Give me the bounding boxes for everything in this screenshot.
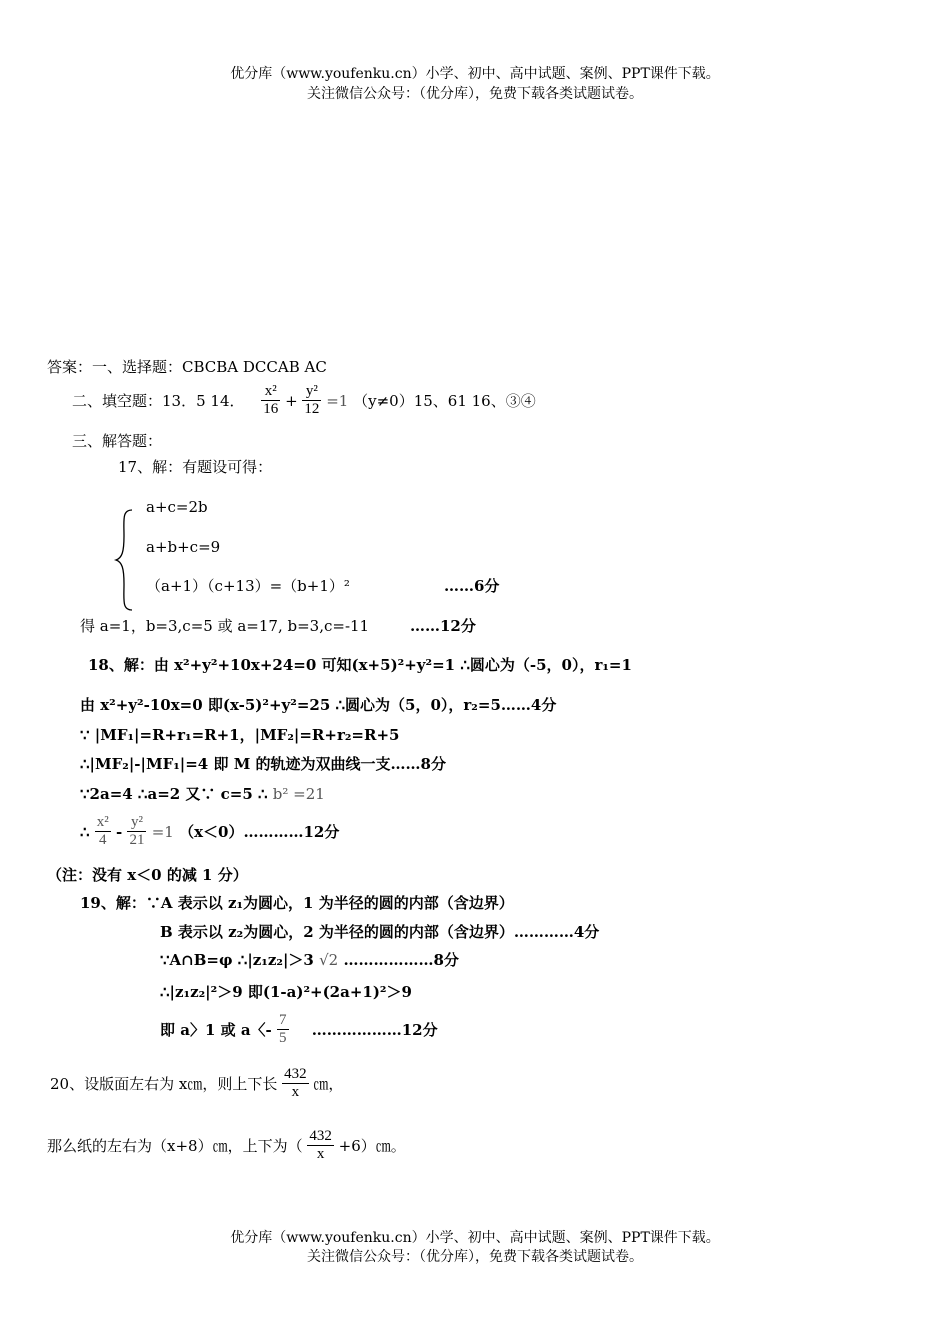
q18-frac-x-den: 4 xyxy=(99,832,107,849)
fill-frac-y-den: 12 xyxy=(304,401,320,418)
q17-score-12: ……12分 xyxy=(410,617,476,635)
q18-line-2: 由 x²+y²-10x=0 即(x-5)²+y²=25 ∴圆心为（5，0），r₂=5……4分 xyxy=(80,696,557,714)
q17-score-6: ……6分 xyxy=(444,577,500,595)
q18-b-squared: b² =21 xyxy=(272,785,325,803)
q18-line-4: ∴|MF₂|-|MF₁|=4 即 M 的轨迹为双曲线一支……8分 xyxy=(80,755,446,773)
q19-line-1: 19、解：∵A 表示以 z₁为圆心，1 为半径的圆的内部（含边界） xyxy=(80,894,514,912)
q19-line-3 xyxy=(160,951,459,969)
fill-rhs: =1 xyxy=(326,391,349,410)
footer-line-2: 关注微信公众号：（优分库），免费下载各类试题试卷。 xyxy=(307,1249,643,1265)
header-line-1: 优分库（www.youfenku.cn）小学、初中、高中试题、案例、PPT课件下载。 xyxy=(230,66,720,82)
q20-line-2 xyxy=(47,1128,406,1164)
q18-line-6 xyxy=(80,814,339,850)
q20-frac-2-den: x xyxy=(316,1146,325,1163)
fill-frac-x-num: x² xyxy=(261,383,280,401)
q20-frac-1 xyxy=(282,1066,309,1102)
q18-minus: - xyxy=(116,822,123,841)
fill-frac-x xyxy=(261,383,280,419)
q18-frac-x-num: x² xyxy=(95,814,111,832)
left-brace-icon xyxy=(112,508,136,612)
q19-line-3-score: ………………8分 xyxy=(343,951,459,969)
q20-frac-2-num: 432 xyxy=(307,1128,334,1146)
q17-result: 得 a=1，b=3,c=5 或 a=17, b=3,c=-11 xyxy=(80,617,370,635)
solve-section-title: 三、解答题： xyxy=(72,432,163,450)
q20-line-1 xyxy=(50,1066,343,1102)
q20-frac-1-den: x xyxy=(291,1084,300,1101)
q20-line-2-text: 那么纸的左右为（x+8）㎝，上下为（ xyxy=(47,1136,303,1155)
q18-frac-x xyxy=(95,814,111,850)
header-line-2: 关注微信公众号：（优分库），免费下载各类试题试卷。 xyxy=(307,86,643,102)
q19-line-5-text: 即 a〉1 或 a〈- xyxy=(160,1020,272,1039)
q17-intro: 17、解：有题设可得： xyxy=(118,458,273,476)
q20-line-1-text: 20、设版面左右为 x㎝，则上下长 xyxy=(50,1074,278,1093)
q17-eq1: a+c=2b xyxy=(146,498,208,516)
q20-line-2-end: +6）㎝。 xyxy=(338,1136,406,1155)
q20-line-1-unit: ㎝， xyxy=(313,1074,344,1093)
q20-frac-2 xyxy=(307,1128,334,1164)
footer-line-1: 优分库（www.youfenku.cn）小学、初中、高中试题、案例、PPT课件下载。 xyxy=(230,1230,720,1246)
q18-therefore: ∴ xyxy=(80,822,90,841)
q18-rhs: =1 xyxy=(151,822,174,841)
q19-line-2: B 表示以 z₂为圆心，2 为半径的圆的内部（含边界）…………4分 xyxy=(160,923,600,941)
q18-frac-y-den: 21 xyxy=(129,832,145,849)
q18-frac-y-num: y² xyxy=(127,814,146,832)
q17-eq3: （a+1）（c+13）=（b+1）² xyxy=(146,577,350,595)
q20-frac-1-num: 432 xyxy=(282,1066,309,1084)
fill-frac-y xyxy=(302,383,321,419)
q17-eq2: a+b+c=9 xyxy=(146,538,221,556)
q19-sqrt-2: √2 xyxy=(319,951,339,969)
q18-note: （注：没有 x＜0 的减 1 分） xyxy=(47,866,248,884)
q18-frac-y xyxy=(127,814,146,850)
q19-frac xyxy=(277,1012,289,1048)
q19-line-4: ∴|z₁z₂|²＞9 即(1-a)²+(2a+1)²＞9 xyxy=(160,983,412,1001)
choice-answers: 答案：一、选择题：CBCBA DCCAB AC xyxy=(47,358,327,376)
q18-line-1: 18、解：由 x²+y²+10x+24=0 可知(x+5)²+y²=1 ∴圆心为（-5，0），r₁=1 xyxy=(88,656,632,674)
q18-line-5 xyxy=(80,785,325,803)
q18-line-6-suffix: （x＜0）…………12分 xyxy=(179,822,340,841)
q19-line-5 xyxy=(160,1012,438,1048)
q19-line-5-score: ………………12分 xyxy=(311,1020,438,1039)
q19-frac-num: 7 xyxy=(277,1012,289,1030)
q19-line-3-text: ∵A∩B=φ ∴|z₁z₂|＞3 xyxy=(160,951,314,969)
fill-frac-y-num: y² xyxy=(302,383,321,401)
q18-line-3: ∵ |MF₁|=R+r₁=R+1，|MF₂|=R+r₂=R+5 xyxy=(80,726,400,744)
q18-line-5-text: ∵2a=4 ∴a=2 又∵ c=5 ∴ xyxy=(80,785,268,803)
fill-suffix: （y≠0）15、61 16、③④ xyxy=(353,391,536,410)
fill-prefix: 二、填空题：13．5 14． xyxy=(72,391,245,410)
q19-frac-den: 5 xyxy=(279,1030,287,1047)
fill-frac-x-den: 16 xyxy=(263,401,279,418)
fill-answers xyxy=(72,383,536,419)
fill-plus: + xyxy=(285,391,298,410)
